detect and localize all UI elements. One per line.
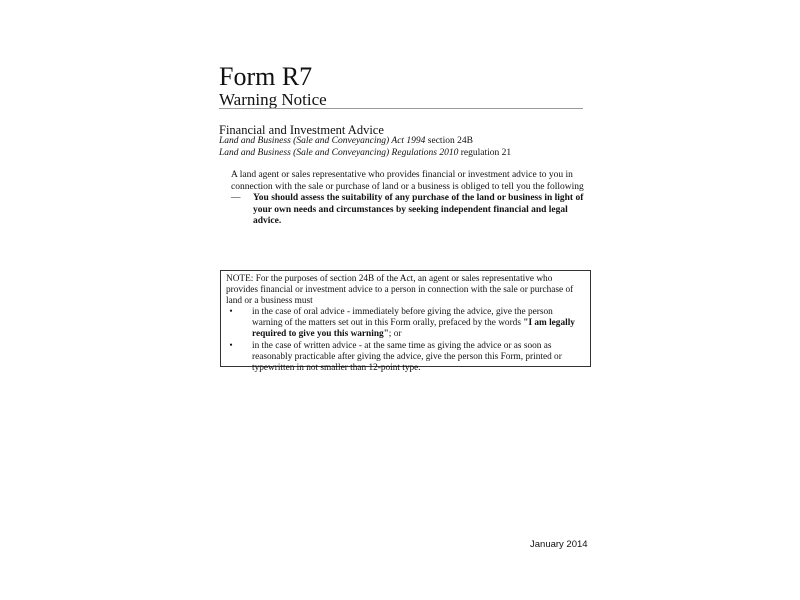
act-title: Land and Business (Sale and Conveyancing) Act 1994 — [219, 136, 426, 146]
required-words: "I am legally required to give you this warning" — [252, 318, 575, 340]
note-box — [220, 270, 591, 373]
regulation-section: regulation 21 — [460, 147, 512, 158]
oral-advice-end: ; or — [388, 329, 402, 340]
legislation-references — [219, 136, 599, 159]
act-section: section 24B — [427, 136, 473, 146]
title-divider — [219, 108, 583, 109]
act-reference — [219, 136, 599, 148]
footer-date: January 2014 — [530, 539, 588, 550]
regulation-reference — [219, 148, 599, 160]
bullet-icon: • — [229, 307, 233, 318]
bullet-icon: • — [229, 340, 233, 351]
warning-statement: You should assess the suitability of any purchase of the land or business in light of your own needs and circumstances by seeking independent financial and legal advice. — [253, 193, 584, 226]
note-list — [226, 307, 585, 374]
regulation-title: Land and Business (Sale and Conveyancing) Regulations 2010 — [219, 147, 459, 158]
intro-paragraph: A land agent or sales representative who provides financial or investment advice to you in connection with the sale or purchase of land or a business is obliged to tell you the following — — [231, 170, 584, 203]
note-intro: NOTE: For the purposes of section 24B of the Act, an agent or sales representative who provides financial or investment advice to a person in connection with the sale or purchase of land or a business must — [226, 274, 574, 307]
form-subtitle: Warning Notice — [219, 90, 327, 109]
form-title: Form R7 — [219, 62, 313, 91]
written-advice-text: in the case of written advice - at the same time as giving the advice or as soon as reasonably practicable after giving the advice, give the person this Form, printed or typewritten in not smaller than 12-point type. — [252, 340, 562, 373]
section-heading: Financial and Investment Advice — [219, 123, 384, 137]
list-item — [226, 341, 585, 374]
list-item — [226, 307, 585, 340]
oral-advice-text: in the case of oral advice - immediately before giving the advice, give the person warning of the matters set out in this Form orally, prefaced by the words — [252, 307, 553, 329]
